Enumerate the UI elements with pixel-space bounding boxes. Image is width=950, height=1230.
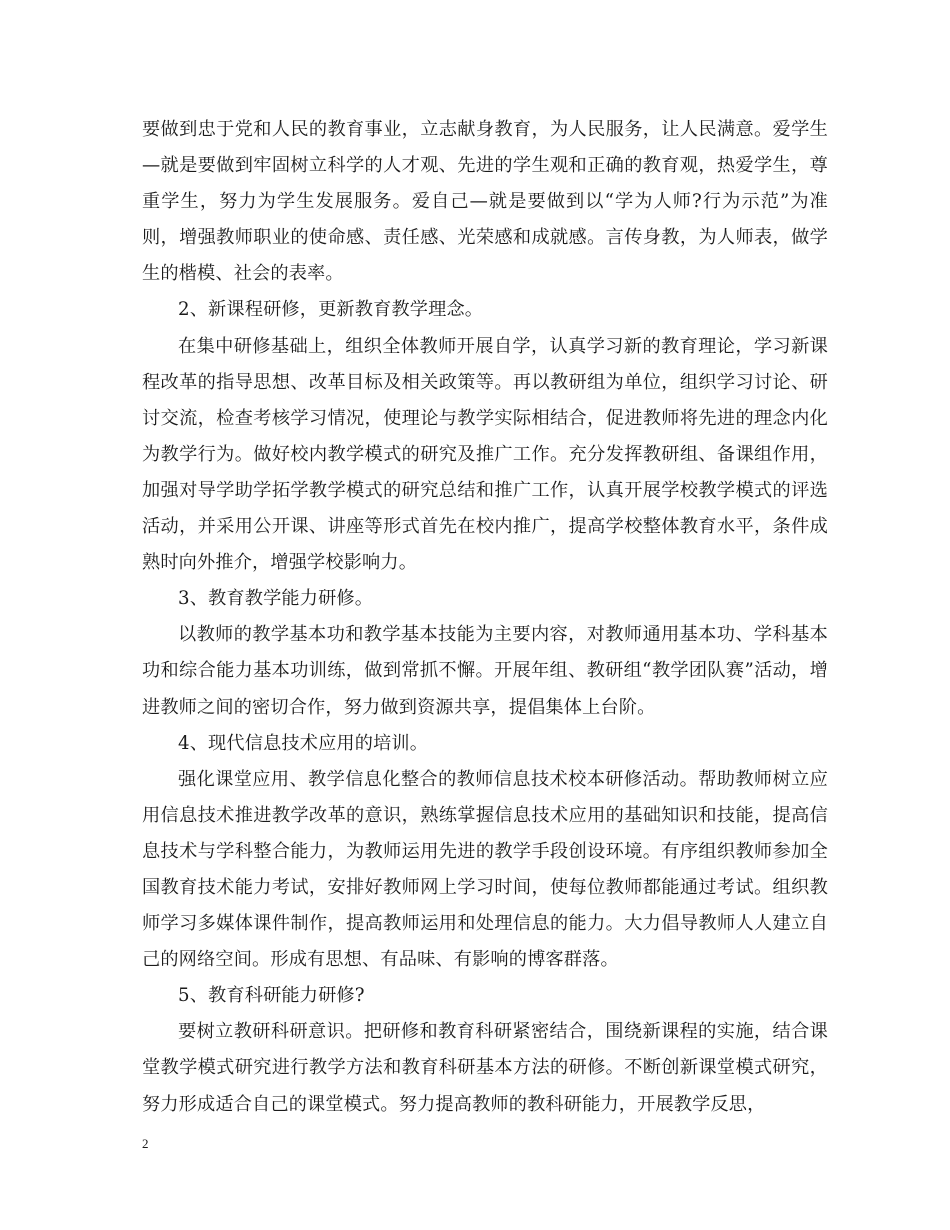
paragraph-new-curriculum: 在集中研修基础上，组织全体教师开展自学，认真学习新的教育理论，学习新课程改革的指导思想、改革目标及相关政策等。再以教研组为单位，组织学习讨论、研讨交流，检查考核学习情况，使理论与教学实际相结合，促进教师将先进的理念内化为教学行为。做好校内教学模式的研究及推广工作。充分发挥教研组、备课组作用，加强对导学助学拓学教学模式的研究总结和推广工作，认真开展学校教学模式的评选活动，并采用公开课、讲座等形式首先在校内推广，提高学校整体教育水平，条件成熟时向外推介，增强学校影响力。	[142, 335, 828, 574]
paragraph-information-technology: 强化课堂应用、教学信息化整合的教师信息技术校本研修活动。帮助教师树立应用信息技术推进教学改革的意识，熟练掌握信息技术应用的基础知识和技能，提高信息技术与学科整合能力，为教师运用先进的教学手段创设环境。有序组织教师参加全国教育技术能力考试，安排好教师网上学习时间，使每位教师都能通过考试。组织教师学习多媒体课件制作，提高教师运用和处理信息的能力。大力倡导教师人人建立自己的网络空间。形成有思想、有品味、有影响的博客群落。	[142, 768, 828, 971]
paragraph-research-ability: 要树立教研科研意识。把研修和教育科研紧密结合，围绕新课程的实施，结合课堂教学模式研究进行教学方法和教育科研基本方法的研修。不断创新课堂模式研究，努力形成适合自己的课堂模式。努力提高教师的教科研能力，开展教学反思，	[142, 1021, 828, 1115]
paragraph-teaching-ability: 以教师的教学基本功和教学基本技能为主要内容，对教师通用基本功、学科基本功和综合能力基本功训练，做到常抓不懈。开展年组、教研组“教学团队赛”活动，增进教师之间的密切合作，努力做到资源共享，提倡集体上台阶。	[142, 624, 828, 718]
section-heading-4: 4、现代信息技术应用的培训。	[178, 732, 429, 754]
section-heading-3: 3、教育教学能力研修。	[178, 588, 374, 610]
section-heading-2: 2、新课程研修，更新教育教学理念。	[178, 299, 484, 321]
paragraph-continuation: 要做到忠于党和人民的教育事业，立志献身教育，为人民服务，让人民满意。爱学生—就是要做到牢固树立科学的人才观、先进的学生观和正确的教育观，热爱学生，尊重学生，努力为学生发展服务。爱自己—就是要做到以“学为人师?行为示范”为准则，增强教师职业的使命感、责任感、光荣感和成就感。言传身教，为人师表，做学生的楷模、社会的表率。	[142, 119, 828, 285]
section-heading-5: 5、教育科研能力研修?	[178, 985, 365, 1007]
document-body	[142, 112, 828, 1123]
page-number: 2	[142, 1136, 149, 1151]
